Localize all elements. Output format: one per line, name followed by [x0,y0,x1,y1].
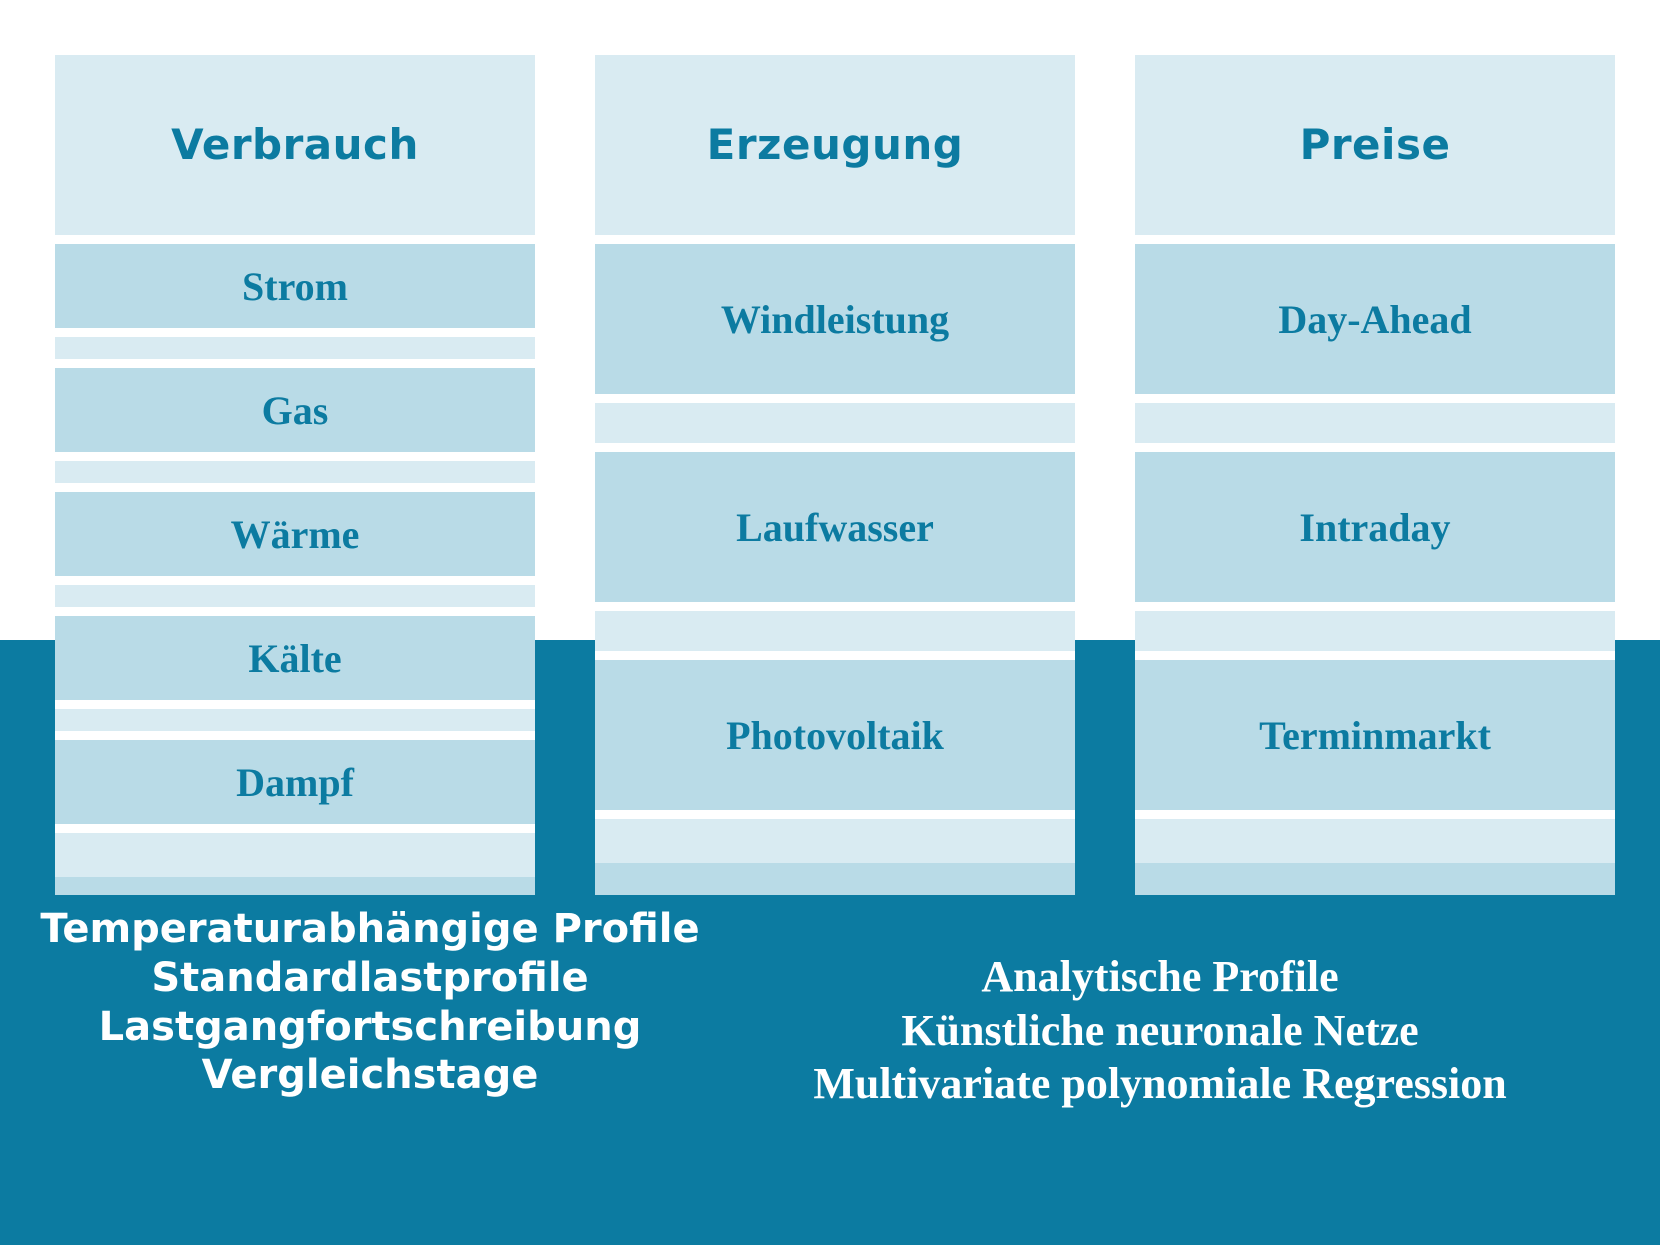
spacer [1135,403,1615,443]
spacer [55,337,535,359]
caption-line: Temperaturabhängige Profile [40,906,700,952]
caption-line: Vergleichstage [201,1052,539,1099]
spacer [595,403,1075,443]
column-footer [595,819,1075,863]
divider [55,359,535,368]
divider [55,700,535,709]
divider [1135,443,1615,452]
caption-line: Lastgangfortschreibung [98,1003,642,1050]
caption-line: Standardlastprofile [151,954,589,1001]
spacer [55,709,535,731]
divider [1135,810,1615,819]
divider [55,235,535,244]
divider [595,651,1075,660]
column-erzeugung [595,55,1075,895]
caption-line: Multivariate polynomiale Regression [813,1059,1507,1109]
divider [595,235,1075,244]
category-columns [0,55,1660,895]
divider [595,810,1075,819]
divider [55,607,535,616]
column-title-preise: Preise [1135,55,1615,235]
list-item: Gas [55,368,535,452]
divider [55,731,535,740]
list-item: Wärme [55,492,535,576]
divider [55,824,535,833]
column-title-verbrauch: Verbrauch [55,55,535,235]
caption-methods-analytic [700,950,1620,1111]
list-item: Day-Ahead [1135,244,1615,394]
list-item: Strom [55,244,535,328]
divider [55,452,535,461]
list-item: Terminmarkt [1135,660,1615,810]
divider [1135,651,1615,660]
caption-methods-consumption [40,905,700,1100]
list-item: Intraday [1135,452,1615,602]
spacer [55,461,535,483]
divider [1135,235,1615,244]
divider [55,576,535,585]
divider [55,483,535,492]
spacer [1135,611,1615,651]
list-item: Laufwasser [595,452,1075,602]
divider [55,328,535,337]
divider [595,443,1075,452]
list-item: Kälte [55,616,535,700]
column-title-erzeugung: Erzeugung [595,55,1075,235]
divider [595,394,1075,403]
column-footer [55,833,535,877]
divider [595,602,1075,611]
column-footer [1135,819,1615,863]
column-verbrauch [55,55,535,895]
caption-line: Analytische Profile [981,952,1339,1001]
spacer [595,611,1075,651]
list-item: Windleistung [595,244,1075,394]
caption-area [0,895,1660,1245]
caption-line: Künstliche neuronale Netze [901,1005,1419,1055]
spacer [55,585,535,607]
list-item: Photovoltaik [595,660,1075,810]
list-item: Dampf [55,740,535,824]
column-preise [1135,55,1615,895]
divider [1135,394,1615,403]
divider [1135,602,1615,611]
